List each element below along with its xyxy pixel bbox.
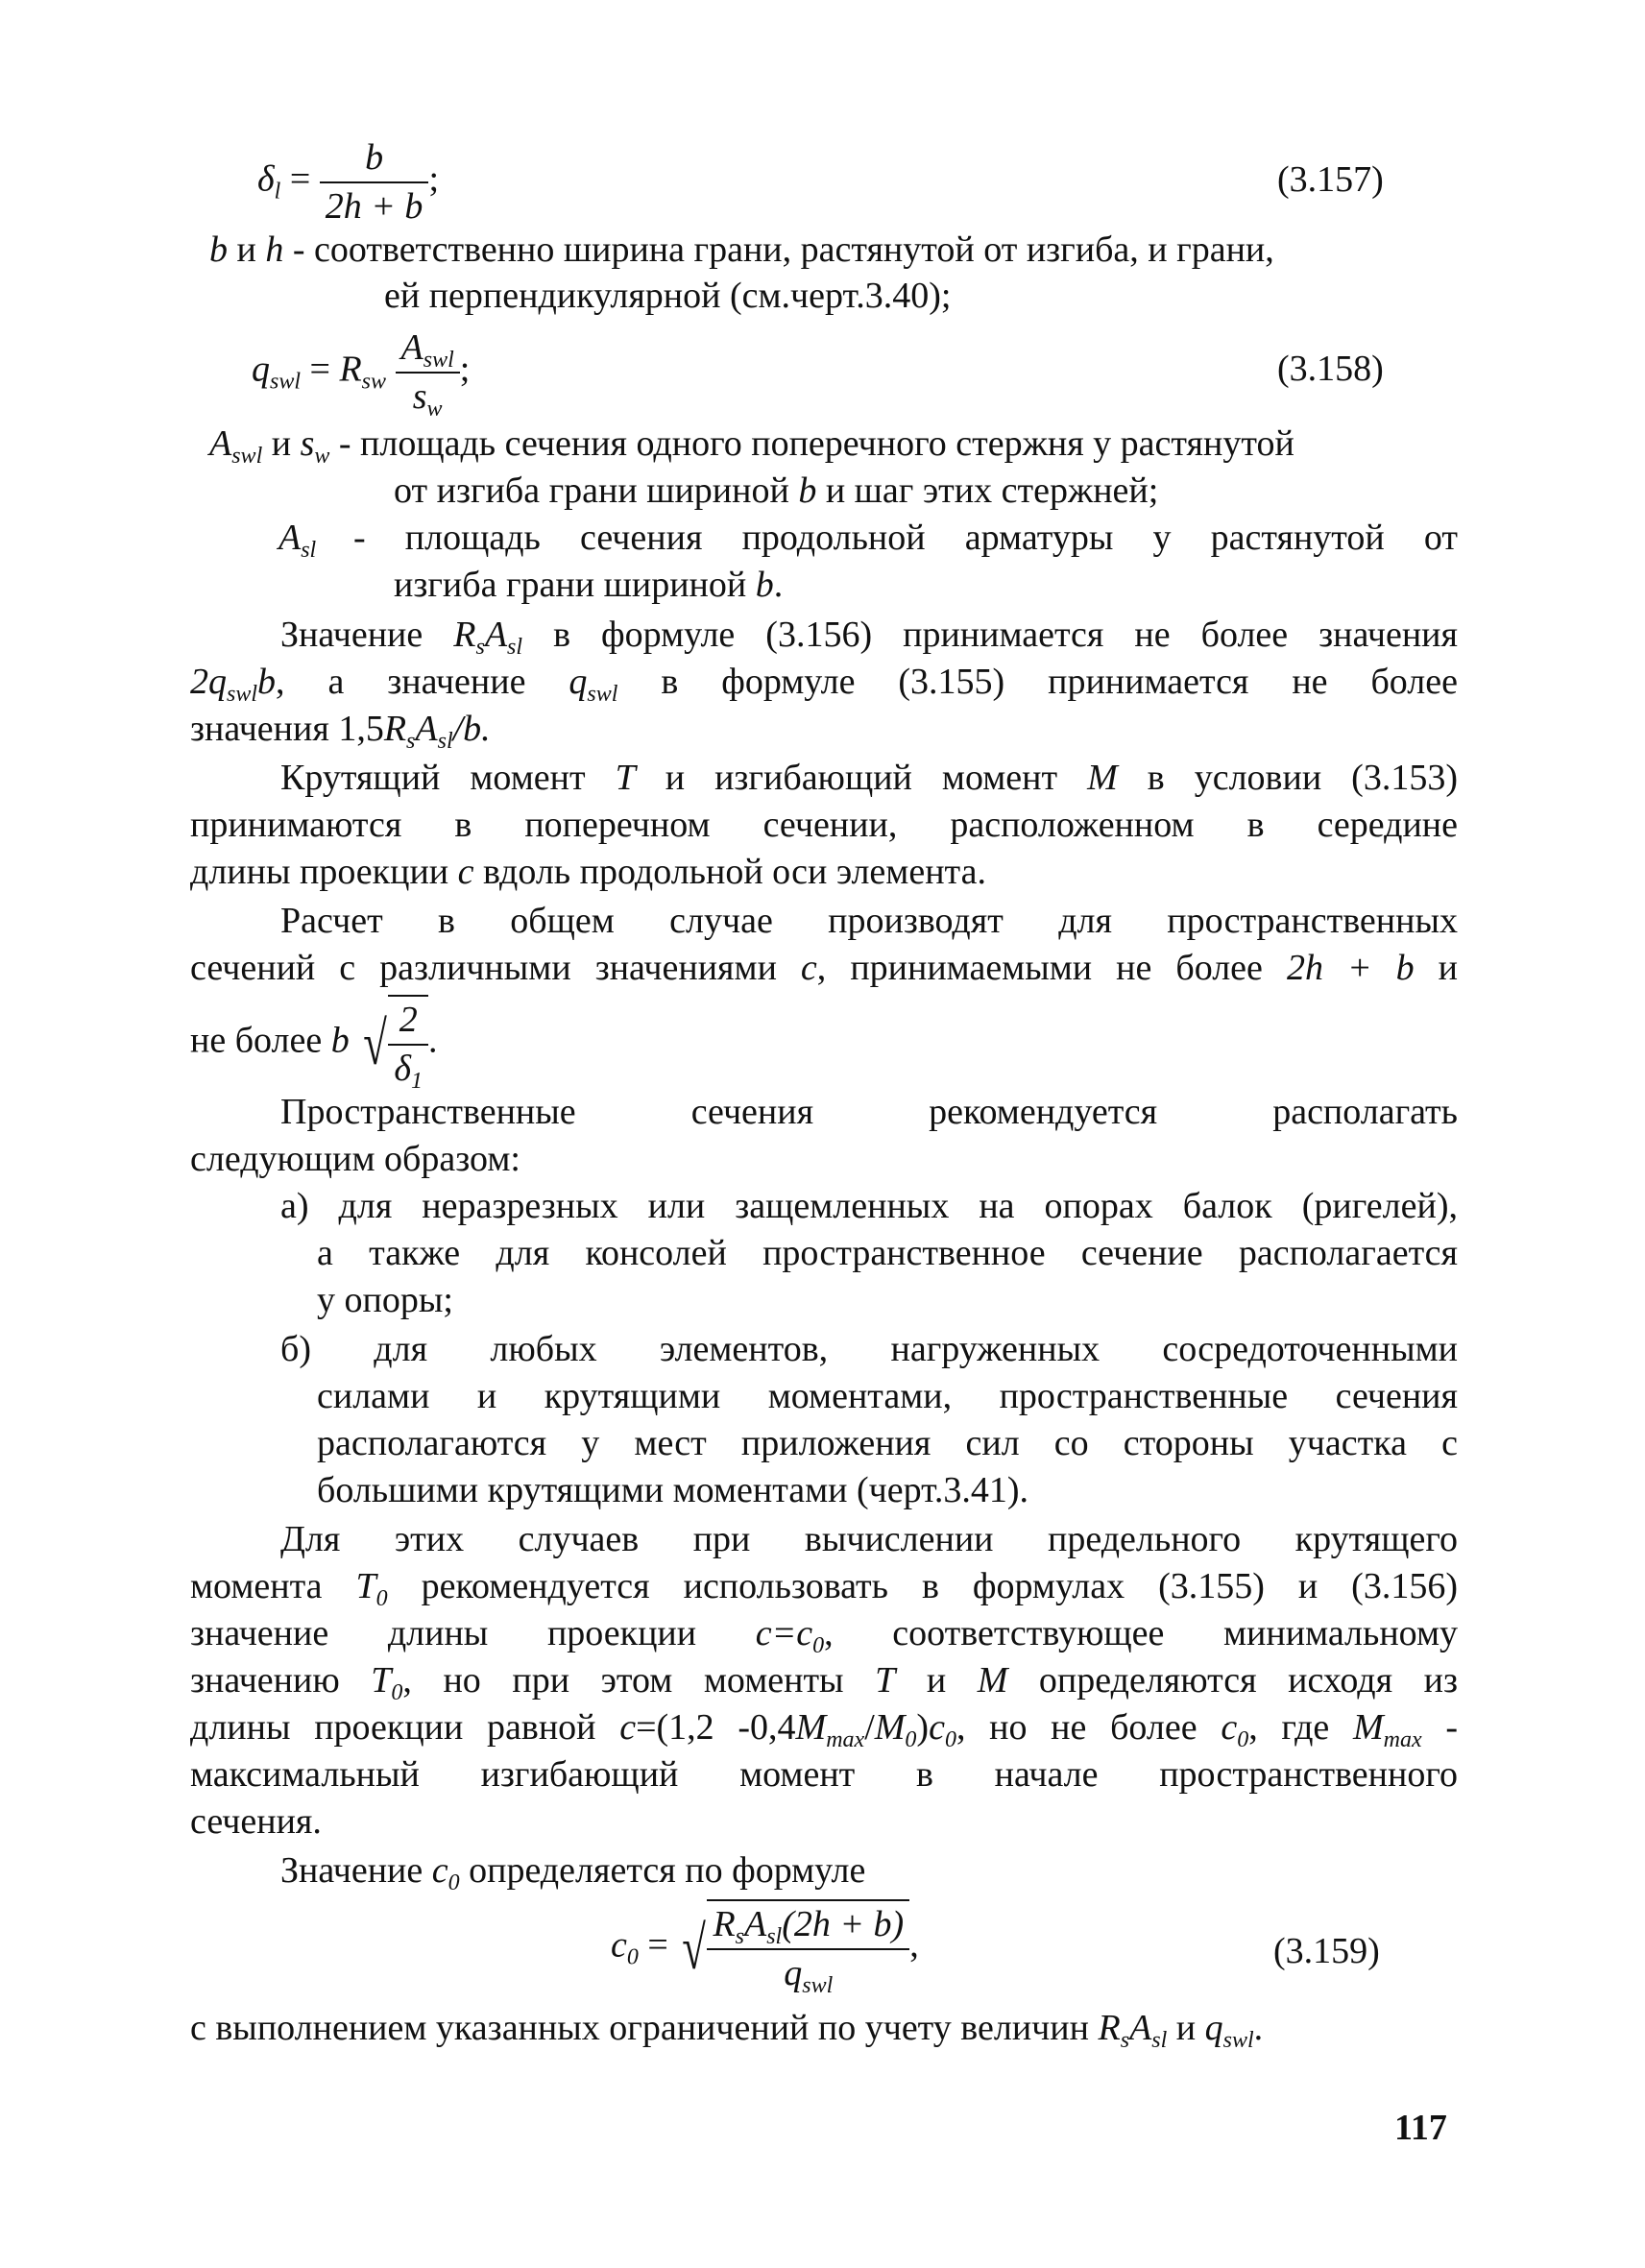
formula-subscript: l [274, 179, 281, 205]
paragraph-5-line6: максимальный изгибающий момент в начале пространственного [190, 1754, 1458, 1795]
paragraph-6 [280, 1847, 865, 1894]
symbol: A [744, 1904, 767, 1944]
subscript: w [314, 444, 330, 469]
list-item-a-line1: а) для неразрезных или защемленных на опорах балок (ригелей), [280, 1186, 1458, 1226]
text: рекомендуется использовать в формулах (3.155) и (3.156) [387, 1566, 1458, 1606]
fraction [396, 325, 460, 421]
paragraph-4-line2: следующим образом: [190, 1139, 520, 1179]
symbol: R [453, 615, 476, 655]
square-root [358, 995, 428, 1093]
symbol: A [484, 615, 508, 655]
text: в формуле (3.155) принимается не более [617, 662, 1459, 702]
definition-asl-symbol [278, 515, 316, 562]
symbol: δ [394, 1049, 412, 1089]
subscript: swl [587, 682, 618, 707]
paragraph-3-line3 [190, 995, 438, 1093]
formula-tail: ; [428, 158, 439, 200]
symbol: R [1098, 2008, 1121, 2048]
subscript: 1 [411, 1069, 423, 1094]
symbol: R [383, 709, 407, 749]
formula: 2h + b [1286, 948, 1415, 988]
text: - площадь сечения одного поперечного стержня у растянутой [329, 423, 1294, 464]
paragraph-5-line4 [190, 1657, 1458, 1704]
fraction-denominator [707, 1948, 909, 1997]
subscript: max [1383, 1727, 1422, 1752]
formula-symbol: c [611, 1924, 627, 1966]
list-item-b-line3: располагаются у мест приложения сил со стороны участка с [317, 1423, 1458, 1463]
symbol-h: h [265, 229, 284, 270]
symbol: A [278, 518, 302, 558]
paragraph-3-line1: Расчет в общем случае производят для пространственных [280, 901, 1458, 941]
symbol-b: b [798, 470, 817, 511]
equals-sign: = [638, 1924, 678, 1966]
symbol: b [257, 662, 277, 702]
radicand [707, 1899, 909, 1997]
list-item-b-line4: большими крутящими моментами (черт.3.41). [317, 1470, 1029, 1510]
text: - соответственно ширина грани, растянутой от изгиба, и грани, [283, 229, 1274, 270]
formula-subscript: swl [423, 348, 454, 373]
page-number: 117 [1394, 2108, 1447, 2148]
symbol: c [800, 948, 817, 988]
text: момента [190, 1566, 356, 1606]
text: , но при этом моменты [402, 1660, 876, 1701]
symbol: M [1352, 1707, 1384, 1748]
fraction [707, 1901, 909, 1997]
symbol: s [300, 423, 315, 464]
subscript: swl [1222, 2028, 1254, 2053]
text: . [1253, 2008, 1264, 2048]
subscript: swl [231, 444, 263, 469]
fraction-denominator: 2h + b [320, 181, 429, 230]
symbol: /b. [452, 709, 491, 749]
equation-number-3-157: (3.157) [1277, 159, 1384, 200]
formula-symbol: A [400, 327, 423, 368]
fraction-numerator: 2 [399, 1000, 418, 1040]
fraction-numerator [396, 325, 460, 372]
symbol: 2q [190, 662, 227, 702]
subscript: swl [227, 682, 258, 707]
text: , соответствующее минимальному [824, 1613, 1459, 1653]
formula-subscript: w [426, 397, 443, 422]
symbol: T [371, 1660, 392, 1701]
definition-asl-line1: - площадь сечения продольной арматуры у растянутой от [353, 518, 1458, 558]
text: Значение [280, 615, 454, 655]
text: , принимаемыми не более [816, 948, 1287, 988]
equation-number-3-158: (3.158) [1277, 349, 1384, 389]
paragraph-1-line2 [190, 659, 1458, 706]
symbol: T [615, 758, 636, 798]
formula-symbol: q [252, 349, 270, 390]
text: в формуле (3.156) принимается не более значения [522, 615, 1458, 655]
paragraph-5-line3 [190, 1610, 1458, 1657]
definition-b-h-line2: ей перпендикулярной (см.черт.3.40); [384, 276, 952, 316]
symbol: A [209, 423, 232, 464]
symbol: A [415, 709, 438, 749]
text: длины проекции [190, 852, 458, 892]
text: и шаг этих стержней; [816, 470, 1159, 511]
text: от изгиба грани шириной [394, 470, 799, 511]
formula-symbol: R [339, 349, 362, 390]
text: Значение [280, 1850, 432, 1891]
definition-b-h-line1 [209, 227, 1274, 274]
definition-asl-line2 [394, 562, 783, 609]
formula-symbol: s [412, 376, 427, 417]
symbol: c [457, 852, 474, 892]
symbol: M [874, 1707, 906, 1748]
subscript: sl [437, 729, 453, 754]
subscript: s [735, 1924, 744, 1949]
text: =(1,2 -0,4 [636, 1707, 796, 1748]
symbol: (2h + b) [782, 1904, 905, 1944]
text: не более [190, 1020, 331, 1061]
symbol: R [713, 1904, 736, 1944]
subscript: 0 [448, 1870, 460, 1895]
text: и [1167, 2008, 1205, 2048]
formula-tail: ; [459, 349, 471, 390]
radical-sign: √ [363, 1009, 388, 1077]
text: . [428, 1020, 438, 1061]
formula-3-158 [252, 325, 470, 421]
symbol: q [568, 662, 588, 702]
text: изгиба грани шириной [394, 565, 756, 605]
text: сечений с различными значениями [190, 948, 801, 988]
definition-asw-line2 [394, 468, 1158, 515]
paragraph-2-line2: принимаются в поперечном сечении, расположенном в середине [190, 805, 1458, 845]
subscript: sl [301, 538, 317, 563]
paragraph-3-line2 [190, 945, 1458, 992]
subscript: s [1120, 2028, 1130, 2053]
text: значению [190, 1660, 372, 1701]
text: , но не более [956, 1707, 1222, 1748]
list-item-b-line2: силами и крутящими моментами, пространственные сечения [317, 1376, 1458, 1416]
subscript: sl [1151, 2028, 1168, 2053]
subscript: s [406, 729, 416, 754]
subscript: sl [766, 1924, 783, 1949]
symbol: T [875, 1660, 896, 1701]
symbol: b [330, 1020, 350, 1061]
text: вдоль продольной оси элемента. [473, 852, 986, 892]
paragraph-2-line3 [190, 849, 986, 896]
text: / [864, 1707, 875, 1748]
symbol: c [619, 1707, 637, 1748]
equation-number-3-159: (3.159) [1273, 1931, 1380, 1971]
subscript: 0 [375, 1586, 388, 1611]
fraction-denominator [396, 372, 460, 421]
formula-subscript: swl [270, 369, 302, 395]
fraction [320, 134, 429, 230]
definition-asw-line1 [209, 421, 1294, 468]
fraction [388, 997, 428, 1093]
symbol: c [1221, 1707, 1238, 1748]
paragraph-4-line1: Пространственные сечения рекомендуется располагать [280, 1092, 1458, 1132]
formula-subscript: sw [361, 369, 387, 395]
symbol: M [795, 1707, 827, 1748]
paragraph-5-line2 [190, 1563, 1458, 1610]
subscript: 0 [391, 1680, 403, 1705]
text: определяется по формуле [459, 1850, 866, 1891]
paragraph-2-line1 [280, 755, 1458, 802]
paragraph-5-line5 [190, 1704, 1458, 1751]
formula-tail: , [909, 1924, 919, 1966]
subscript: 0 [944, 1727, 956, 1752]
subscript: 0 [812, 1633, 825, 1658]
symbol-b: b [209, 229, 228, 270]
list-item-b-line1: б) для любых элементов, нагруженных сосредоточенными [280, 1329, 1458, 1369]
subscript: 0 [1237, 1727, 1249, 1752]
formula-symbol: δ [257, 158, 275, 200]
text: и [895, 1660, 978, 1701]
radicand [388, 995, 428, 1093]
text: и [228, 229, 266, 270]
paragraph-1-line3 [190, 706, 491, 753]
paragraph-7 [190, 2005, 1263, 2052]
text: и [262, 423, 301, 464]
text: , а значение [276, 662, 569, 702]
text: , где [1248, 1707, 1353, 1748]
text: в условии (3.153) [1117, 758, 1458, 798]
paragraph-5-line1: Для этих случаев при вычислении предельного крутящего [280, 1519, 1458, 1559]
symbol: M [1087, 758, 1118, 798]
text: и [1414, 948, 1458, 988]
text: значение длины проекции [190, 1613, 756, 1653]
paragraph-1-line1 [280, 612, 1458, 659]
symbol: c=c [755, 1613, 813, 1653]
square-root [677, 1899, 909, 1997]
text: определяются исходя из [1007, 1660, 1458, 1701]
text: с выполнением указанных ограничений по учету величин [190, 2008, 1099, 2048]
text: ) [916, 1707, 930, 1748]
text: Крутящий момент [280, 758, 616, 798]
formula-subscript: 0 [626, 1944, 639, 1970]
symbol: q [784, 1953, 803, 1993]
text: . [773, 565, 784, 605]
paragraph-5-line7: сечения. [190, 1801, 322, 1842]
symbol: c [431, 1850, 448, 1891]
subscript: sl [507, 635, 523, 660]
text: значения 1,5 [190, 709, 384, 749]
formula-3-159 [611, 1899, 919, 1997]
subscript: swl [802, 1973, 834, 1998]
radical-sign: √ [682, 1914, 707, 1982]
fraction-numerator [707, 1901, 909, 1948]
list-item-a-line3: у опоры; [317, 1280, 453, 1320]
fraction-numerator: b [365, 137, 384, 178]
symbol: A [1129, 2008, 1152, 2048]
symbol: q [1204, 2008, 1223, 2048]
symbol-b: b [755, 565, 774, 605]
text: и изгибающий момент [635, 758, 1088, 798]
symbol: c [929, 1707, 945, 1748]
symbol: T [355, 1566, 376, 1606]
formula-3-157: $\delta_l$ = $\frac{b}{2h + b}$ ; [257, 134, 439, 230]
fraction-denominator [388, 1044, 428, 1093]
subscript: max [826, 1727, 865, 1752]
list-item-a-line2: а также для консолей пространственное сечение располагается [317, 1233, 1458, 1273]
subscript: 0 [905, 1727, 917, 1752]
subscript: s [475, 635, 485, 660]
text: - [1421, 1707, 1458, 1748]
equals-sign: = [301, 349, 340, 390]
symbol: M [977, 1660, 1008, 1701]
text: длины проекции равной [190, 1707, 620, 1748]
